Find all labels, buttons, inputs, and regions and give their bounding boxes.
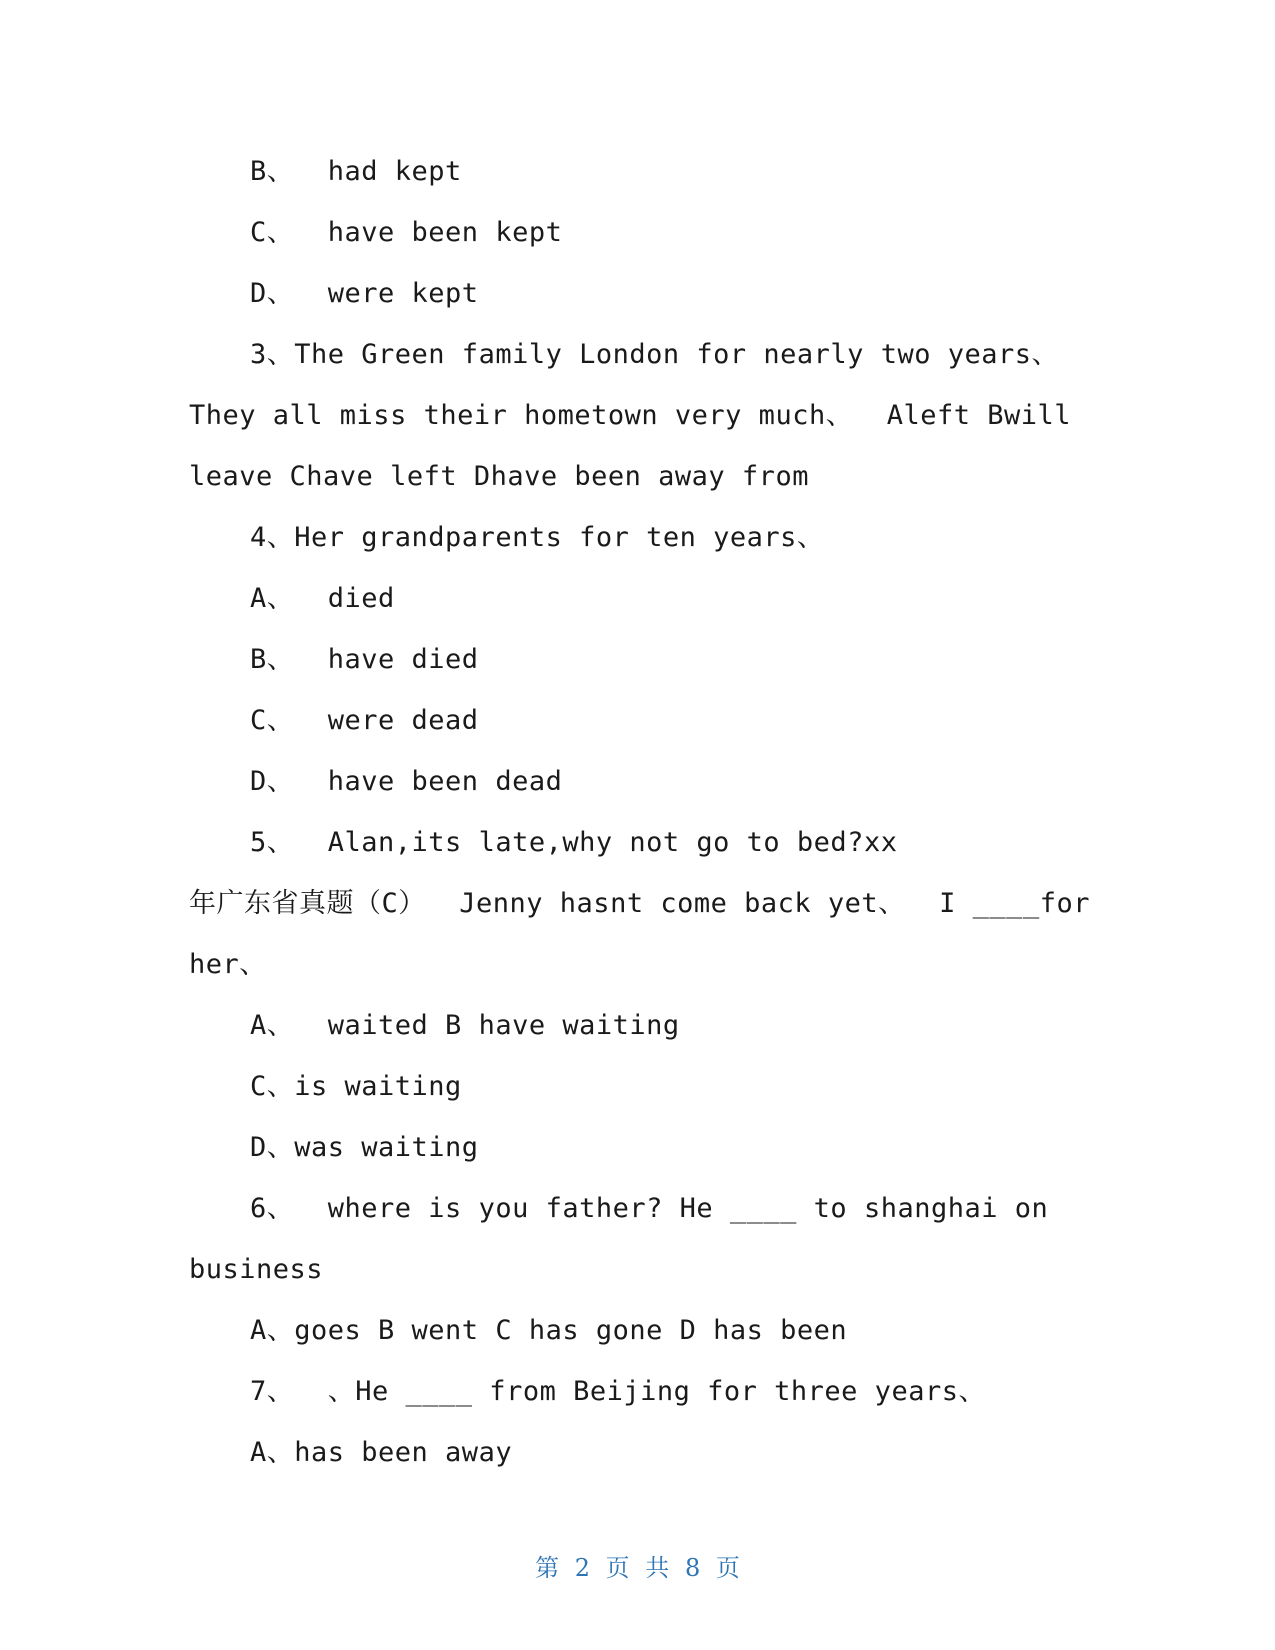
question-4: 4、Her grandparents for ten years、 <box>250 522 825 553</box>
option-c-q5: C、is waiting <box>250 1071 462 1102</box>
question-5-line-1: 5、 Alan,its late,why not go to bed?xx <box>250 827 898 858</box>
option-c-q2: C、 have been kept <box>250 217 563 248</box>
question-5-line-2: 年广东省真题（C） Jenny hasnt come back yet、 I ____for <box>189 888 1090 919</box>
question-3-line-3: leave Chave left Dhave been away from <box>189 461 809 492</box>
option-a-q7: A、has been away <box>250 1437 513 1468</box>
option-a-q4: A、 died <box>250 583 395 614</box>
page-number-footer: 第 2 页 共 8 页 <box>535 1554 740 1582</box>
options-ab-q5: A、 waited B have waiting <box>250 1010 680 1041</box>
question-7: 7、 、He ____ from Beijing for three years、 <box>250 1376 986 1407</box>
question-5-line-3: her、 <box>189 949 267 980</box>
option-b-q4: B、 have died <box>250 644 479 675</box>
option-c-q4: C、 were dead <box>250 705 479 736</box>
option-d-q5: D、was waiting <box>250 1132 479 1163</box>
question-3-line-2: They all miss their hometown very much、 Aleft Bwill <box>189 400 1072 431</box>
option-d-q4: D、 have been dead <box>250 766 563 797</box>
question-6-line-1: 6、 where is you father? He ____ to shanghai on <box>250 1193 1049 1224</box>
option-d-q2: D、 were kept <box>250 278 479 309</box>
question-3-line-1: 3、The Green family London for nearly two years、 <box>250 339 1059 370</box>
question-6-line-2: business <box>189 1254 324 1285</box>
options-q6: A、goes B went C has gone D has been <box>250 1315 848 1346</box>
option-b-q2: B、 had kept <box>250 156 462 187</box>
